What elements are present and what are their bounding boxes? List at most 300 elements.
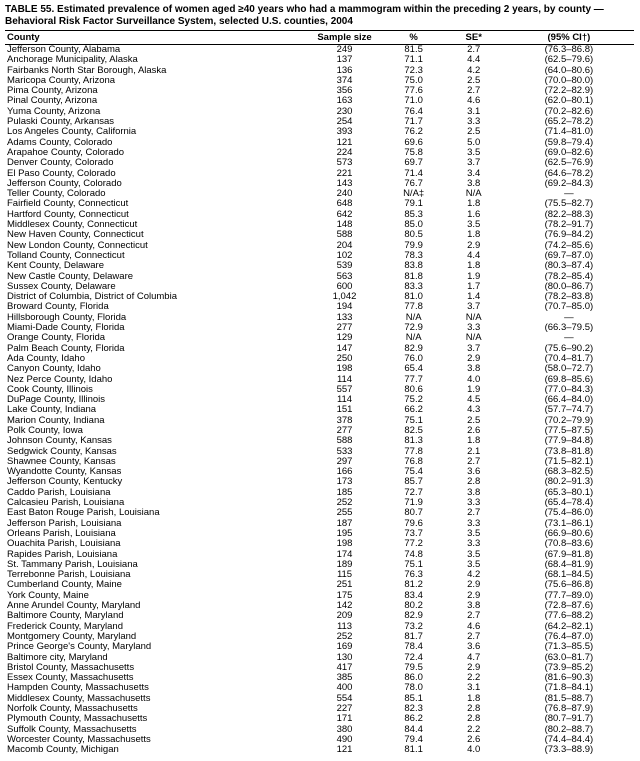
value-cell: 378 bbox=[336, 415, 353, 426]
value-cell: 3.8 bbox=[467, 487, 481, 498]
county-cell: Arapahoe County, Colorado bbox=[7, 147, 125, 158]
value-cell: 1.8 bbox=[467, 230, 481, 241]
county-cell: District of Columbia, District of Columbia bbox=[7, 292, 177, 303]
value-cell: (69.7–87.0) bbox=[544, 250, 594, 261]
table-row bbox=[5, 447, 634, 457]
value-cell: 81.7 bbox=[404, 631, 423, 642]
table-row bbox=[5, 158, 634, 168]
value-cell: (75.6–86.8) bbox=[544, 580, 594, 591]
county-cell: DuPage County, Illinois bbox=[7, 395, 106, 406]
value-cell: 81.8 bbox=[404, 271, 423, 282]
value-cell: 76.7 bbox=[404, 178, 423, 189]
value-cell: 277 bbox=[336, 323, 353, 334]
value-cell: 252 bbox=[336, 498, 353, 509]
table-row bbox=[5, 117, 634, 127]
value-cell: (69.8–85.6) bbox=[544, 374, 594, 385]
value-cell: 554 bbox=[336, 693, 353, 704]
county-cell: Calcasieu Parish, Louisiana bbox=[7, 498, 125, 509]
value-cell: (65.2–78.2) bbox=[544, 117, 594, 128]
value-cell: (66.3–79.5) bbox=[544, 323, 594, 334]
value-cell: 224 bbox=[336, 147, 353, 158]
value-cell: (80.7–91.7) bbox=[544, 714, 594, 725]
value-cell: 163 bbox=[336, 96, 353, 107]
county-cell: New Haven County, Connecticut bbox=[7, 230, 144, 241]
value-cell: 1.6 bbox=[467, 209, 481, 220]
value-cell: 77.2 bbox=[404, 539, 423, 550]
value-cell: 195 bbox=[336, 528, 353, 539]
table-row bbox=[5, 519, 634, 529]
value-cell: 77.7 bbox=[404, 374, 423, 385]
county-cell: Hartford County, Connecticut bbox=[7, 209, 129, 220]
value-cell: (76.9–84.2) bbox=[544, 230, 594, 241]
county-cell: St. Tammany Parish, Louisiana bbox=[7, 559, 138, 570]
value-cell: (64.6–78.2) bbox=[544, 168, 594, 179]
value-cell: 4.3 bbox=[467, 405, 481, 416]
value-cell: 380 bbox=[336, 724, 353, 735]
value-cell: 254 bbox=[336, 117, 353, 128]
value-cell: (64.2–82.1) bbox=[544, 621, 594, 632]
value-cell: 277 bbox=[336, 425, 353, 436]
value-cell: 648 bbox=[336, 199, 353, 210]
value-cell: 75.1 bbox=[404, 559, 423, 570]
county-cell: Norfolk County, Massachusetts bbox=[7, 704, 138, 714]
county-cell: Sussex County, Delaware bbox=[7, 281, 116, 292]
value-cell: (57.7–74.7) bbox=[544, 405, 594, 416]
value-cell: 143 bbox=[336, 178, 353, 189]
value-cell: 2.7 bbox=[467, 631, 481, 642]
value-cell: 85.1 bbox=[404, 693, 423, 704]
value-cell: (76.8–87.9) bbox=[544, 704, 594, 714]
value-cell: (77.6–88.2) bbox=[544, 611, 594, 622]
value-cell: 3.8 bbox=[467, 364, 481, 375]
value-cell: 198 bbox=[336, 364, 353, 375]
table-row bbox=[5, 477, 634, 487]
value-cell: 3.3 bbox=[467, 518, 481, 529]
value-cell: (75.5–82.7) bbox=[544, 199, 594, 210]
value-cell: 82.9 bbox=[404, 611, 423, 622]
value-cell: 72.7 bbox=[404, 487, 423, 498]
value-cell: 5.0 bbox=[467, 137, 481, 148]
value-cell: 194 bbox=[336, 302, 353, 313]
value-cell: 417 bbox=[336, 662, 353, 673]
table-row bbox=[5, 436, 634, 446]
value-cell: 2.7 bbox=[467, 44, 481, 55]
value-cell: (62.5–79.6) bbox=[544, 55, 594, 66]
table-row bbox=[5, 76, 634, 86]
value-cell: 76.8 bbox=[404, 456, 423, 467]
value-cell: (68.3–82.5) bbox=[544, 467, 594, 478]
value-cell: 166 bbox=[336, 467, 353, 478]
table-row bbox=[5, 488, 634, 498]
value-cell: 2.9 bbox=[467, 662, 481, 673]
table-row bbox=[5, 714, 634, 724]
value-cell: 85.7 bbox=[404, 477, 423, 488]
table-row bbox=[5, 632, 634, 642]
county-cell: Jefferson County, Colorado bbox=[7, 178, 122, 189]
value-cell: (65.4–78.4) bbox=[544, 498, 594, 509]
prevalence-table bbox=[5, 30, 634, 755]
value-cell: 2.9 bbox=[467, 580, 481, 591]
value-cell: (76.4–87.0) bbox=[544, 631, 594, 642]
value-cell: (71.3–85.5) bbox=[544, 642, 594, 653]
value-cell: 1.8 bbox=[467, 261, 481, 272]
value-cell: 4.5 bbox=[467, 395, 481, 406]
table-row bbox=[5, 694, 634, 704]
value-cell: (71.4–81.0) bbox=[544, 127, 594, 138]
value-cell: 2.7 bbox=[467, 508, 481, 519]
table-row bbox=[5, 313, 634, 323]
county-cell: Hillsborough County, Florida bbox=[7, 312, 127, 323]
value-cell: 72.4 bbox=[404, 652, 423, 663]
table-header bbox=[5, 31, 634, 45]
value-cell: 4.7 bbox=[467, 652, 481, 663]
table-row bbox=[5, 241, 634, 251]
value-cell: (70.4–81.7) bbox=[544, 353, 594, 364]
value-cell: 169 bbox=[336, 642, 353, 653]
value-cell: (66.4–84.0) bbox=[544, 395, 594, 406]
value-cell: 84.4 bbox=[404, 724, 423, 735]
value-cell: (75.6–90.2) bbox=[544, 343, 594, 354]
value-cell: 2.7 bbox=[467, 86, 481, 97]
value-cell: 3.5 bbox=[467, 147, 481, 158]
table-row bbox=[5, 179, 634, 189]
value-cell: (80.0–86.7) bbox=[544, 281, 594, 292]
value-cell: 80.5 bbox=[404, 230, 423, 241]
value-cell: 2.9 bbox=[467, 590, 481, 601]
county-cell: Anne Arundel County, Maryland bbox=[7, 601, 141, 612]
value-cell: N/A bbox=[465, 189, 482, 200]
county-cell: Macomb County, Michigan bbox=[7, 745, 119, 756]
value-cell: (74.2–85.6) bbox=[544, 240, 594, 251]
value-cell: 113 bbox=[336, 621, 353, 632]
value-cell: 251 bbox=[336, 580, 353, 591]
value-cell: 255 bbox=[336, 508, 353, 519]
value-cell: 102 bbox=[336, 250, 353, 261]
value-cell: 175 bbox=[336, 590, 353, 601]
value-cell: 4.0 bbox=[467, 374, 481, 385]
value-cell: 137 bbox=[336, 55, 353, 66]
county-cell: Nez Perce County, Idaho bbox=[7, 374, 113, 385]
value-cell: (81.5–88.7) bbox=[544, 693, 594, 704]
county-cell: East Baton Rouge Parish, Louisiana bbox=[7, 508, 160, 519]
value-cell: 78.4 bbox=[404, 642, 423, 653]
value-cell: 1.9 bbox=[467, 384, 481, 395]
value-cell: (78.2–83.8) bbox=[544, 292, 594, 303]
value-cell: 297 bbox=[336, 456, 353, 467]
value-cell: 82.3 bbox=[404, 704, 423, 714]
value-cell: 121 bbox=[336, 745, 353, 756]
value-cell: 2.9 bbox=[467, 353, 481, 364]
county-cell: Caddo Parish, Louisiana bbox=[7, 487, 111, 498]
value-cell: (73.1–86.1) bbox=[544, 518, 594, 529]
value-cell: 1.7 bbox=[467, 281, 481, 292]
county-cell: Shawnee County, Kansas bbox=[7, 456, 116, 467]
value-cell: 81.3 bbox=[404, 436, 423, 447]
county-cell: Wyandotte County, Kansas bbox=[7, 467, 122, 478]
value-cell: 3.1 bbox=[467, 106, 481, 117]
value-cell: 85.0 bbox=[404, 220, 423, 231]
value-cell: 240 bbox=[336, 189, 353, 200]
value-cell: 75.2 bbox=[404, 395, 423, 406]
value-cell: 79.4 bbox=[404, 734, 423, 745]
value-cell: 81.0 bbox=[404, 292, 423, 303]
county-cell: Palm Beach County, Florida bbox=[7, 343, 125, 354]
county-cell: Denver County, Colorado bbox=[7, 158, 114, 169]
value-cell: (82.2–88.3) bbox=[544, 209, 594, 220]
value-cell: (59.8–79.4) bbox=[544, 137, 594, 148]
value-cell: 3.5 bbox=[467, 528, 481, 539]
value-cell: 230 bbox=[336, 106, 353, 117]
value-cell: 115 bbox=[336, 570, 353, 581]
table-row bbox=[5, 127, 634, 137]
value-cell: 2.6 bbox=[467, 734, 481, 745]
value-cell: 76.4 bbox=[404, 106, 423, 117]
table-row bbox=[5, 45, 634, 56]
value-cell: 3.3 bbox=[467, 117, 481, 128]
county-cell: Miami-Dade County, Florida bbox=[7, 323, 125, 334]
value-cell: (78.2–91.7) bbox=[544, 220, 594, 231]
value-cell: 81.1 bbox=[404, 745, 423, 756]
table-row bbox=[5, 591, 634, 601]
county-cell: Ouachita Parish, Louisiana bbox=[7, 539, 121, 550]
table-row bbox=[5, 745, 634, 755]
table-row bbox=[5, 375, 634, 385]
table-row bbox=[5, 704, 634, 714]
table-row bbox=[5, 467, 634, 477]
value-cell: 121 bbox=[336, 137, 353, 148]
value-cell: 75.0 bbox=[404, 75, 423, 86]
value-cell: 600 bbox=[336, 281, 353, 292]
county-cell: York County, Maine bbox=[7, 590, 89, 601]
value-cell: 1.9 bbox=[467, 271, 481, 282]
value-cell: (80.3–87.4) bbox=[544, 261, 594, 272]
value-cell: 2.7 bbox=[467, 611, 481, 622]
value-cell: 76.0 bbox=[404, 353, 423, 364]
table-row bbox=[5, 611, 634, 621]
value-cell: 3.7 bbox=[467, 343, 481, 354]
value-cell: 252 bbox=[336, 631, 353, 642]
county-cell: Prince George's County, Maryland bbox=[7, 642, 152, 653]
value-cell: 76.3 bbox=[404, 570, 423, 581]
county-cell: Marion County, Indiana bbox=[7, 415, 105, 426]
value-cell: 71.9 bbox=[404, 498, 423, 509]
county-cell: Frederick County, Maryland bbox=[7, 621, 123, 632]
value-cell: 80.2 bbox=[404, 601, 423, 612]
value-cell: N/A bbox=[405, 312, 422, 323]
county-cell: Orleans Parish, Louisiana bbox=[7, 528, 116, 539]
county-cell: Cook County, Illinois bbox=[7, 384, 93, 395]
table-row bbox=[5, 354, 634, 364]
value-cell: 3.3 bbox=[467, 498, 481, 509]
value-cell: 69.7 bbox=[404, 158, 423, 169]
value-cell: 3.7 bbox=[467, 302, 481, 313]
value-cell: 2.6 bbox=[467, 425, 481, 436]
value-cell: 147 bbox=[336, 343, 353, 354]
value-cell: (77.7–89.0) bbox=[544, 590, 594, 601]
value-cell: 171 bbox=[336, 714, 353, 725]
table-row bbox=[5, 333, 634, 343]
value-cell: 3.6 bbox=[467, 642, 481, 653]
value-cell: 148 bbox=[336, 220, 353, 231]
value-cell: 642 bbox=[336, 209, 353, 220]
value-cell: 2.2 bbox=[467, 724, 481, 735]
county-cell: Middlesex County, Massachusetts bbox=[7, 693, 151, 704]
county-cell: Bristol County, Massachusetts bbox=[7, 662, 135, 673]
value-cell: 3.6 bbox=[467, 467, 481, 478]
value-cell: 3.5 bbox=[467, 220, 481, 231]
county-cell: Sedgwick County, Kansas bbox=[7, 446, 117, 457]
column-header-percent: % bbox=[384, 31, 444, 45]
value-cell: 2.8 bbox=[467, 714, 481, 725]
value-cell: (72.2–82.9) bbox=[544, 86, 594, 97]
county-cell: Middlesex County, Connecticut bbox=[7, 220, 138, 231]
value-cell: 81.5 bbox=[404, 44, 423, 55]
value-cell: 185 bbox=[336, 487, 353, 498]
table-row bbox=[5, 251, 634, 261]
value-cell: (70.7–85.0) bbox=[544, 302, 594, 313]
value-cell: 77.8 bbox=[404, 302, 423, 313]
table-row bbox=[5, 66, 634, 76]
value-cell: 83.3 bbox=[404, 281, 423, 292]
value-cell: (71.5–82.1) bbox=[544, 456, 594, 467]
value-cell: 187 bbox=[336, 518, 353, 529]
value-cell: 2.5 bbox=[467, 415, 481, 426]
table-row bbox=[5, 199, 634, 209]
table-row bbox=[5, 673, 634, 683]
value-cell: 533 bbox=[336, 446, 353, 457]
value-cell: 356 bbox=[336, 86, 353, 97]
value-cell: 588 bbox=[336, 436, 353, 447]
value-cell: 573 bbox=[336, 158, 353, 169]
value-cell: 557 bbox=[336, 384, 353, 395]
value-cell: 130 bbox=[336, 652, 353, 663]
value-cell: 71.0 bbox=[404, 96, 423, 107]
value-cell: 2.9 bbox=[467, 240, 481, 251]
value-cell: (70.0–80.0) bbox=[544, 75, 594, 86]
table-row bbox=[5, 302, 634, 312]
value-cell: 3.5 bbox=[467, 559, 481, 570]
value-cell: (74.4–84.4) bbox=[544, 734, 594, 745]
column-header-se: SE* bbox=[444, 31, 504, 45]
value-cell: 86.0 bbox=[404, 673, 423, 684]
table-row bbox=[5, 735, 634, 745]
value-cell: (76.3–86.8) bbox=[544, 44, 594, 55]
column-header-ci: (95% CI†) bbox=[504, 31, 634, 45]
value-cell: 75.4 bbox=[404, 467, 423, 478]
value-cell: (77.0–84.3) bbox=[544, 384, 594, 395]
table-title: TABLE 55. Estimated prevalence of women aged ≥40 years who had a mammogram within the preceding 2 years, by county — Behavioral Risk Factor Surveillance System, selected U.S. counties, 2004 bbox=[5, 4, 604, 27]
value-cell: 2.8 bbox=[467, 704, 481, 714]
value-cell: 71.7 bbox=[404, 117, 423, 128]
table-row bbox=[5, 560, 634, 570]
table-row bbox=[5, 169, 634, 179]
value-cell: 2.7 bbox=[467, 456, 481, 467]
table-row bbox=[5, 230, 634, 240]
county-cell: Polk County, Iowa bbox=[7, 425, 83, 436]
table-row bbox=[5, 323, 634, 333]
value-cell: (70.2–82.6) bbox=[544, 106, 594, 117]
value-cell: 4.2 bbox=[467, 570, 481, 581]
header-row bbox=[5, 31, 634, 45]
value-cell: (73.8–81.8) bbox=[544, 446, 594, 457]
value-cell: 1,042 bbox=[332, 292, 357, 303]
value-cell: (70.2–79.9) bbox=[544, 415, 594, 426]
table-row bbox=[5, 55, 634, 65]
value-cell: 78.3 bbox=[404, 250, 423, 261]
value-cell: 75.8 bbox=[404, 147, 423, 158]
value-cell: — bbox=[564, 333, 574, 344]
county-cell: Cumberland County, Maine bbox=[7, 580, 122, 591]
value-cell: (81.6–90.3) bbox=[544, 673, 594, 684]
value-cell: 66.2 bbox=[404, 405, 423, 416]
value-cell: (67.9–81.8) bbox=[544, 549, 594, 560]
value-cell: 227 bbox=[336, 704, 353, 714]
column-header-sample-size: Sample size bbox=[305, 31, 383, 45]
county-cell: Hampden County, Massachusetts bbox=[7, 683, 149, 694]
value-cell: 65.4 bbox=[404, 364, 423, 375]
county-cell: Baltimore County, Maryland bbox=[7, 611, 124, 622]
value-cell: 2.5 bbox=[467, 75, 481, 86]
value-cell: 3.1 bbox=[467, 683, 481, 694]
county-cell: Teller County, Colorado bbox=[7, 189, 106, 200]
value-cell: 3.7 bbox=[467, 158, 481, 169]
value-cell: 173 bbox=[336, 477, 353, 488]
table-row bbox=[5, 426, 634, 436]
value-cell: 1.8 bbox=[467, 199, 481, 210]
county-cell: Kent County, Delaware bbox=[7, 261, 104, 272]
value-cell: 79.9 bbox=[404, 240, 423, 251]
county-cell: Tolland County, Connecticut bbox=[7, 250, 125, 261]
table-row bbox=[5, 220, 634, 230]
county-cell: New Castle County, Delaware bbox=[7, 271, 134, 282]
county-cell: Fairbanks North Star Borough, Alaska bbox=[7, 65, 167, 76]
county-cell: Lake County, Indiana bbox=[7, 405, 97, 416]
value-cell: (69.0–82.6) bbox=[544, 147, 594, 158]
table-row bbox=[5, 395, 634, 405]
value-cell: N/A‡ bbox=[403, 189, 425, 200]
value-cell: 1.4 bbox=[467, 292, 481, 303]
table-row bbox=[5, 642, 634, 652]
value-cell: 73.2 bbox=[404, 621, 423, 632]
value-cell: — bbox=[564, 312, 574, 323]
value-cell: N/A bbox=[465, 333, 482, 344]
table-row bbox=[5, 86, 634, 96]
table-row bbox=[5, 261, 634, 271]
table-row bbox=[5, 653, 634, 663]
value-cell: 80.7 bbox=[404, 508, 423, 519]
county-cell: Terrebonne Parish, Louisiana bbox=[7, 570, 131, 581]
value-cell: 209 bbox=[336, 611, 353, 622]
value-cell: 4.6 bbox=[467, 621, 481, 632]
value-cell: (72.8–87.6) bbox=[544, 601, 594, 612]
value-cell: N/A bbox=[405, 333, 422, 344]
county-cell: Jefferson County, Kentucky bbox=[7, 477, 123, 488]
value-cell: (77.5–87.5) bbox=[544, 425, 594, 436]
value-cell: (78.2–85.4) bbox=[544, 271, 594, 282]
value-cell: 78.0 bbox=[404, 683, 423, 694]
value-cell: 393 bbox=[336, 127, 353, 138]
value-cell: 4.6 bbox=[467, 96, 481, 107]
table-row bbox=[5, 457, 634, 467]
table-row bbox=[5, 96, 634, 106]
value-cell: 77.6 bbox=[404, 86, 423, 97]
value-cell: 4.0 bbox=[467, 745, 481, 756]
value-cell: (77.9–84.8) bbox=[544, 436, 594, 447]
value-cell: 114 bbox=[336, 395, 353, 406]
value-cell: 79.6 bbox=[404, 518, 423, 529]
table-row bbox=[5, 416, 634, 426]
table-row bbox=[5, 498, 634, 508]
